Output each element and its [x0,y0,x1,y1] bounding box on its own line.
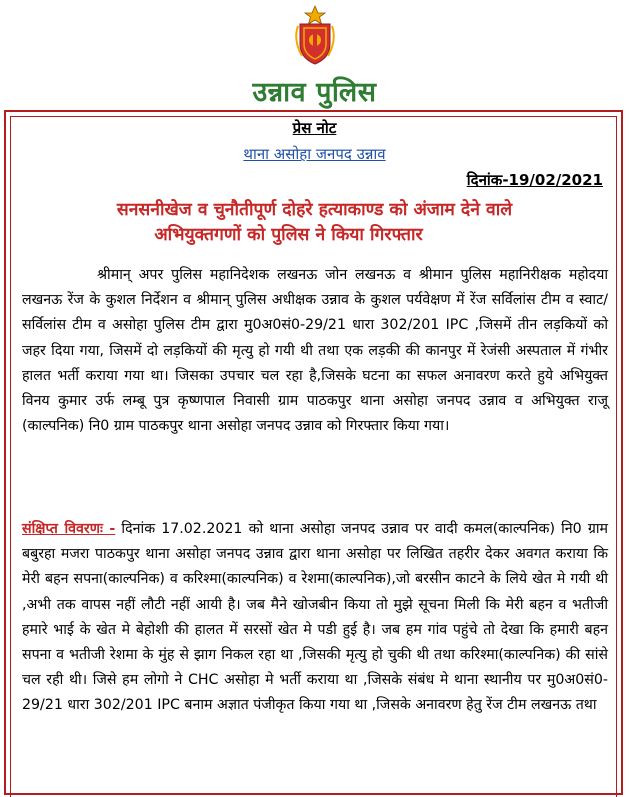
headline-line-2: अभियुक्तगणों को पुलिस ने किया गिरफ्तार [154,225,423,245]
summary-label: संक्षिप्त विवरणः - [22,521,116,537]
body-paragraph-1: श्रीमान् अपर पुलिस महानिदेशक लखनऊ जोन लखनऊ व श्रीमान पुलिस महानिरीक्षक महोदया लखनऊ रेंज के कुशल निर्देशन व श्रीमान् पुलिस अधीक्षक उन्नाव के कुशल पर्यवेक्षण में रेंज सर्विलांस टीम व स्वाट/सर्विलांस टीम व असोहा पुलिस टीम द्वारा मु0अ0सं0-29/21 धारा 302/201 IPC ,जिसमें तीन लड़कियों को जहर दिया गया, जिसमें दो लड़कियों की मृत्यु हो गयी थी तथा एक लड़की की कानपुर में रेजंसी अस्पताल में गंभीर हालत भर्ती कराया गया था। जिसका उपचार चल रहा है,जिसके घटना का सफल अनावरण करते हुये अभियुक्त विनय कुमार उर्फ लम्बू पुत्र कृष्णपाल निवासी ग्राम पाठकपुर थाना असोहा जनपद उन्नाव व अभियुक्त राजू (काल्पनिक) नि0 ग्राम पाठकपुर थाना असोहा जनपद उन्नाव को गिरफ्तार किया गया। [22,267,608,435]
summary-text: दिनांक 17.02.2021 को थाना असोहा जनपद उन्नाव पर वादी कमल(काल्पनिक) नि0 ग्राम बबुरहा मजरा पाठकपुर थाना असोहा जनपद उन्नाव द्वारा थाना असोहा पर लिखित तहरीर देकर अवगत कराया कि मेरी बहन सपना(काल्पनिक) व करिश्मा(काल्पनिक) व रेशमा(काल्पनिक),जो बरसीन काटने के लिये खेत मे गयी थी ,अभी तक वापस नहीं लौटी नहीं आयी है। जब मैने खोजबीन किया तो मुझे सूचना मिली कि मेरी बहन व भतीजी हमारे भाई के खेत मे बेहोशी की हालत में सरसों खेत मे पडी हुई है। जब हम गांव पहुंचे तो देखा कि हमारी बहन सपना व भतीजी रेशमा के मुंह से झाग निकल रहा था ,जिसकी मृत्यु हो चुकी थी तथा करिश्मा(काल्पनिक) की सांसे चल रही थी। जिसे हम लोगो ने CHC असोहा मे भर्ती कराया था ,जिसके संबंध मे थाना स्थानीय पर मु0अ0सं0-29/21 धारा 302/201 IPC बनाम अज्ञात पंजीकृत किया गया था ,जिसके अनावरण हेतु रेंज टीम लखनऊ तथा [22,521,608,714]
body-paragraph-summary [22,517,608,719]
police-station-name: थाना असोहा जनपद उन्नाव [243,145,386,163]
page-header-title: उन्नाव पुलिस [252,77,377,108]
press-note-label: प्रेस नोट [292,119,337,137]
headline-line-1: सनसनीखेज व चुनौतीपूर्ण दोहरे हत्याकाण्ड को अंजाम देने वाले [116,200,513,220]
press-note-date: दिनांक-19/02/2021 [466,171,603,189]
up-police-emblem-icon [290,4,340,68]
